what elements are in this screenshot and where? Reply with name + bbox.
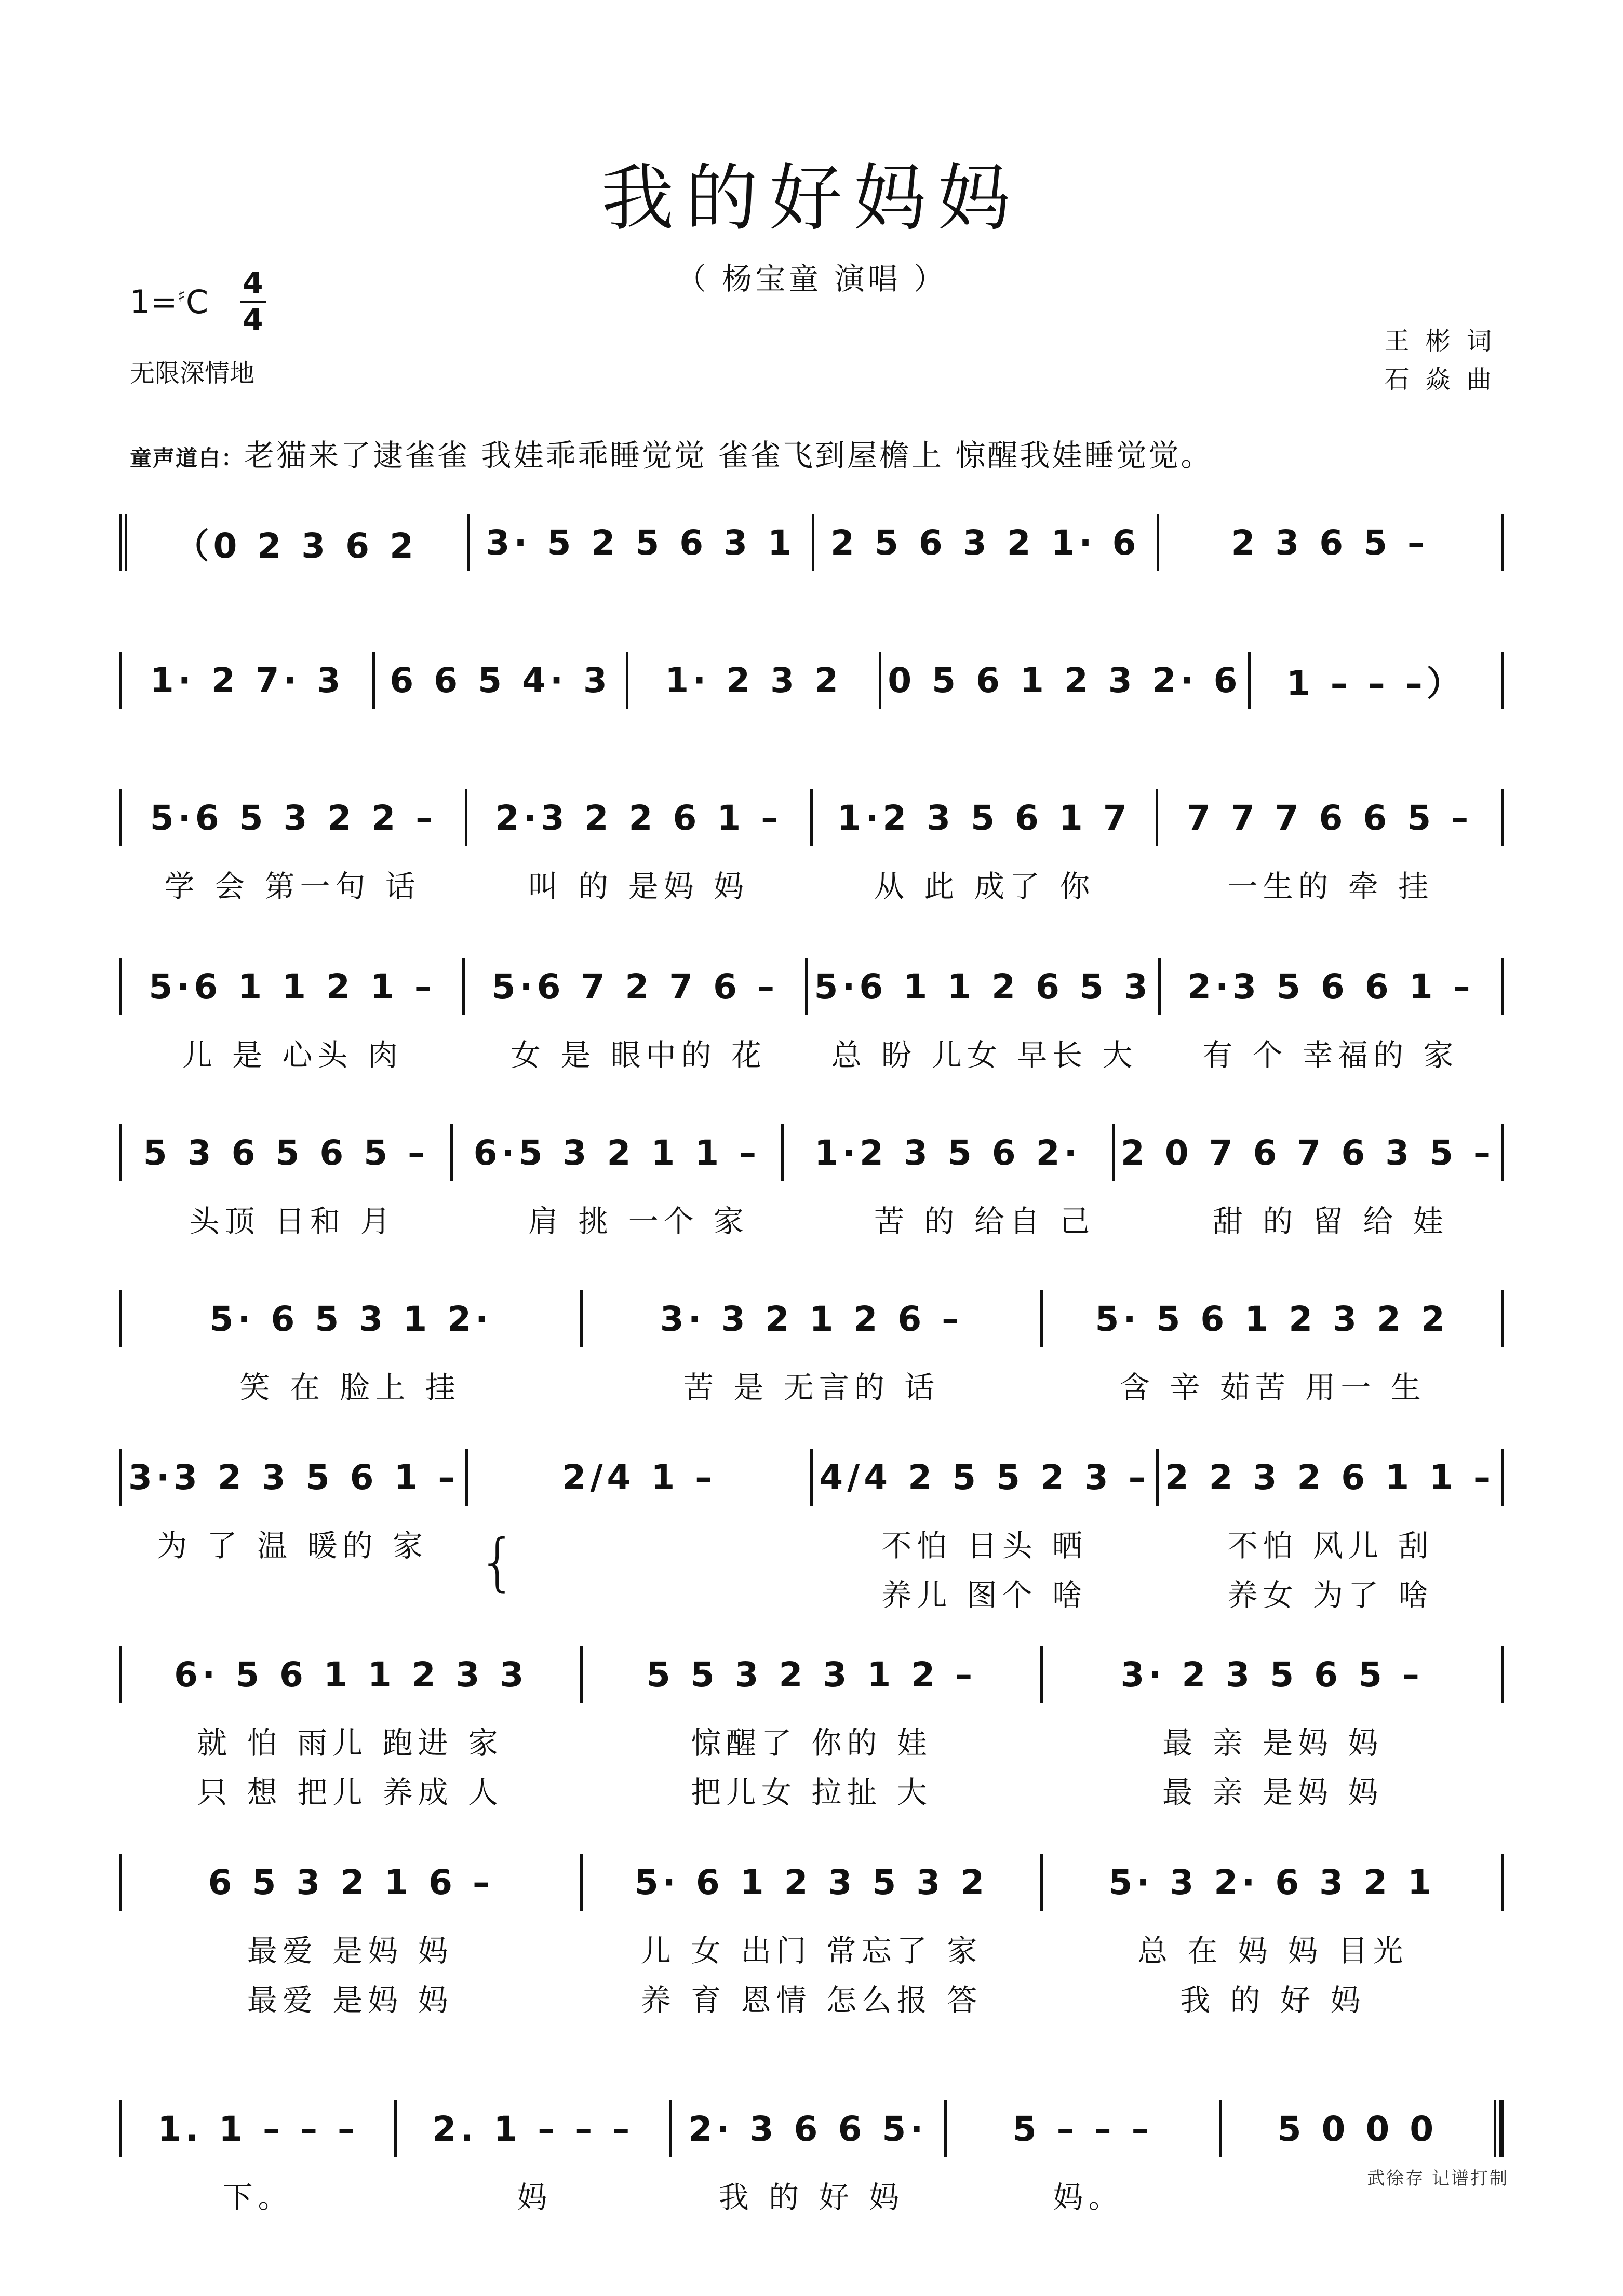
lyric-segment — [119, 862, 465, 906]
credits — [1384, 322, 1496, 399]
measure — [122, 2109, 394, 2149]
measure — [583, 1862, 1041, 1902]
measure-notes: 5·6 7 2 7 6 – — [491, 966, 779, 1007]
narration — [130, 431, 1213, 475]
measure-notes: 1·2 3 5 6 2· — [814, 1132, 1081, 1173]
lyrics-verse-1 — [119, 1521, 1504, 1565]
lyric-text: 妈 — [517, 2180, 553, 2215]
notes-row — [119, 652, 1504, 709]
lyricist: 王 彬 词 — [1384, 327, 1496, 356]
measure — [375, 660, 625, 700]
measure — [814, 523, 1157, 563]
lyric-text: 把儿女 拉扯 大 — [691, 1775, 932, 1810]
narration-text: 老猫来了逮雀雀 我娃乖乖睡觉觉 雀雀飞到屋檐上 惊醒我娃睡觉觉。 — [244, 438, 1213, 473]
measure — [583, 1655, 1041, 1695]
lyrics-verse-1 — [119, 2173, 1504, 2217]
lyric-segment — [812, 1571, 1158, 1614]
measure — [1159, 1457, 1501, 1497]
lyric-text: 最 亲 是妈 妈 — [1162, 1725, 1384, 1761]
measure — [1222, 2109, 1494, 2149]
measure — [1159, 523, 1501, 563]
lyric-text: 妈。 — [1053, 2180, 1124, 2215]
measure — [1043, 1299, 1501, 1339]
measure-notes: 1· 2 7· 3 — [150, 660, 345, 700]
measure-notes: 3· 2 3 5 6 5 – — [1120, 1654, 1424, 1695]
key-signature — [130, 283, 208, 321]
measure-notes: 3· 3 2 1 2 6 – — [660, 1299, 963, 1339]
final-barline — [1494, 2100, 1504, 2157]
lyric-text: 我 的 好 妈 — [1180, 1982, 1366, 2018]
lyric-text: 惊醒了 你的 娃 — [691, 1725, 932, 1761]
lyric-text: 为 了 温 暖的 家 — [157, 1528, 428, 1563]
lyrics-verse-1 — [119, 1197, 1504, 1240]
lyrics-verse-2 — [119, 1768, 1504, 1812]
lyric-text: 养 育 恩情 怎么报 答 — [640, 1982, 983, 2018]
measure-notes: 5 3 6 5 6 5 – — [143, 1132, 430, 1173]
narration-tag: 童声道白： — [130, 445, 245, 471]
measure — [784, 1133, 1112, 1173]
barline — [119, 514, 122, 571]
measure — [1043, 1655, 1501, 1695]
measure — [125, 518, 467, 568]
lyric-text: 最 亲 是妈 妈 — [1162, 1775, 1384, 1810]
measure-notes: 2/4 1 – — [562, 1457, 717, 1497]
barline — [1501, 1290, 1504, 1347]
lyric-segment — [1042, 1926, 1504, 1970]
lyrics-verse-1 — [119, 1363, 1504, 1407]
notes-row — [119, 1124, 1504, 1181]
measure-notes: 1. 1 – – – — [157, 2109, 359, 2149]
meter-bottom: 4 — [243, 303, 263, 337]
measure — [122, 1862, 580, 1902]
lyric-text: 最爱 是妈 妈 — [247, 1982, 453, 2018]
measure — [122, 1655, 580, 1695]
measure-notes: 5· 3 2· 6 3 2 1 — [1108, 1862, 1436, 1902]
measure — [122, 967, 462, 1007]
lyric-text: 最爱 是妈 妈 — [247, 1933, 453, 1968]
measure-notes: 2. 1 – – – — [432, 2109, 634, 2149]
barline — [1501, 1854, 1504, 1911]
lyric-segment — [581, 1768, 1042, 1812]
lyric-segment — [1042, 1719, 1504, 1762]
lyric-text: 叫 的 是妈 妈 — [528, 869, 749, 904]
measure — [672, 2109, 944, 2149]
lyric-segment — [119, 1768, 581, 1812]
lyric-text: 就 怕 雨儿 跑进 家 — [197, 1725, 504, 1761]
measure — [628, 660, 879, 700]
measure — [122, 1299, 580, 1339]
measure-notes: 6 6 5 4· 3 — [390, 660, 611, 700]
lyric-text: 不怕 风儿 刮 — [1227, 1528, 1434, 1563]
lyric-segment — [812, 1521, 1158, 1565]
measure — [122, 798, 465, 838]
lyric-text: 儿 女 出门 常忘了 家 — [640, 1933, 983, 1968]
lyric-text: 不怕 日头 晒 — [881, 1528, 1088, 1563]
barline — [1501, 789, 1504, 846]
measure-notes: 2 0 7 6 7 6 3 5 – — [1120, 1132, 1495, 1173]
measure — [947, 2109, 1219, 2149]
lyric-text: 苦 是 无言的 话 — [683, 1370, 940, 1405]
measure — [1115, 1133, 1501, 1173]
lyric-segment — [119, 2173, 396, 2217]
lyric-text: 女 是 眼中的 花 — [510, 1037, 767, 1073]
performer-line: （ 杨宝童 演唱 ） — [676, 261, 947, 296]
measure-notes: 2·3 2 2 6 1 – — [495, 798, 783, 838]
lyric-segment — [1158, 1031, 1504, 1074]
notes-row — [119, 1449, 1504, 1506]
measure — [1251, 656, 1501, 705]
lyric-text: 我 的 好 妈 — [718, 2180, 905, 2215]
measure-notes: 5· 6 1 2 3 5 3 2 — [634, 1862, 989, 1902]
measure-notes: 2 3 6 5 – — [1231, 522, 1429, 563]
tempo-marking: 无限深情地 — [130, 359, 255, 388]
lyric-text: 笑 在 脸上 挂 — [239, 1370, 461, 1405]
measure-notes: 5·6 1 1 2 1 – — [149, 966, 436, 1007]
measure-notes: 1· 2 3 2 — [665, 660, 842, 700]
lyric-segment — [119, 1926, 581, 1970]
time-signature — [240, 267, 266, 336]
lyric-text: 从 此 成了 你 — [874, 869, 1095, 904]
lyric-segment — [581, 1363, 1042, 1407]
measure-notes: 5· 5 6 1 2 3 2 2 — [1095, 1299, 1449, 1339]
measure — [813, 1457, 1156, 1497]
lyric-segment — [119, 1719, 581, 1762]
measure-notes: 6·5 3 2 1 1 – — [473, 1132, 761, 1173]
measure-notes: 1 – – –） — [1286, 663, 1465, 704]
measure — [813, 798, 1156, 838]
barline — [1501, 958, 1504, 1015]
measure-notes: 2 2 3 2 6 1 1 – — [1164, 1457, 1495, 1497]
notes-row — [119, 1854, 1504, 1911]
lyric-segment — [950, 2173, 1227, 2217]
measure-notes: 0 5 6 1 2 3 2· 6 — [888, 660, 1242, 700]
lyric-segment — [119, 1197, 465, 1240]
key-note: C — [185, 283, 209, 321]
measure-notes: 5 5 3 2 3 1 2 – — [646, 1654, 977, 1695]
notes-row — [119, 2100, 1504, 2157]
lyric-text: 头顶 日和 月 — [189, 1204, 396, 1239]
lyric-segment — [465, 862, 811, 906]
measure-notes: 3· 5 2 5 6 3 1 — [486, 522, 796, 563]
verse-brace: { — [478, 1527, 518, 1599]
lyrics-verse-1 — [119, 1719, 1504, 1762]
measure-notes: 5· 6 5 3 1 2· — [209, 1299, 493, 1339]
barline — [1501, 1124, 1504, 1181]
lyric-text: 学 会 第一句 话 — [164, 869, 421, 904]
lyric-segment — [119, 1571, 465, 1614]
notes-row — [119, 514, 1504, 571]
measure — [467, 798, 810, 838]
lyric-text: 儿 是 心头 肉 — [182, 1037, 403, 1073]
lyrics-verse-1 — [119, 1031, 1504, 1074]
measure — [453, 1133, 781, 1173]
lyric-segment — [673, 2173, 950, 2217]
notes-row — [119, 958, 1504, 1015]
lyric-text: 苦 的 给自 己 — [874, 1204, 1095, 1239]
barline — [1501, 1449, 1504, 1506]
measure — [881, 660, 1248, 700]
composer: 石 焱 曲 — [1384, 365, 1496, 394]
lyric-segment — [1042, 1976, 1504, 2019]
measure — [1161, 967, 1501, 1007]
lyric-text: 含 辛 茹苦 用一 生 — [1119, 1370, 1426, 1405]
measure-notes: 5 0 0 0 — [1277, 2109, 1438, 2149]
measure — [465, 967, 805, 1007]
measure — [583, 1299, 1041, 1339]
measure — [1043, 1862, 1501, 1902]
measure-notes: 4/4 2 5 5 2 3 – — [819, 1457, 1150, 1497]
measure-notes: 5·6 5 3 2 2 – — [150, 798, 437, 838]
lyric-text: 养女 为了 啥 — [1227, 1577, 1434, 1613]
measure — [122, 1457, 465, 1497]
measure — [808, 967, 1158, 1007]
lyric-segment — [119, 1363, 581, 1407]
lyric-segment — [1042, 1768, 1504, 1812]
measure — [1158, 798, 1501, 838]
lyric-segment — [396, 2173, 673, 2217]
meter-top: 4 — [243, 266, 263, 300]
lyric-text: 总 在 妈 妈 目光 — [1137, 1933, 1409, 1968]
lyrics-verse-1 — [119, 862, 1504, 906]
lyric-segment — [465, 1197, 811, 1240]
barline — [1501, 514, 1504, 571]
sharp-sign: ♯ — [177, 286, 186, 307]
lyric-segment — [812, 1031, 1158, 1074]
lyric-segment — [812, 862, 1158, 906]
lyric-text: 养儿 图个 啥 — [881, 1577, 1088, 1613]
measure-notes: 2· 3 6 6 5· — [688, 2109, 928, 2149]
lyric-segment — [1042, 1363, 1504, 1407]
measure — [470, 523, 812, 563]
lyric-segment — [1158, 1197, 1504, 1240]
lyric-segment — [1158, 1571, 1504, 1614]
lyric-segment — [119, 1976, 581, 2019]
song-title: 我的好妈妈 — [601, 156, 1022, 241]
lyrics-verse-2 — [119, 1571, 1504, 1614]
lyric-segment — [581, 1926, 1042, 1970]
measure-notes: （0 2 3 6 2 — [175, 525, 418, 566]
measure-notes: 6 5 3 2 1 6 – — [208, 1862, 494, 1902]
measure-notes: 2 5 6 3 2 1· 6 — [830, 522, 1141, 563]
measure-notes: 5 – – – — [1012, 2109, 1153, 2149]
lyric-text: 肩 挑 一个 家 — [528, 1204, 749, 1239]
measure-notes: 2·3 5 6 6 1 – — [1187, 966, 1474, 1007]
barline — [1501, 1646, 1504, 1703]
measure-notes: 7 7 7 6 6 5 – — [1186, 798, 1473, 838]
notes-row — [119, 789, 1504, 846]
lyrics-verse-2 — [119, 1976, 1504, 2019]
lyric-segment — [581, 1719, 1042, 1762]
lyrics-verse-1 — [119, 1926, 1504, 1970]
lyric-text: 下。 — [222, 2180, 293, 2215]
measure-notes: 3·3 2 3 5 6 1 – — [128, 1457, 460, 1497]
lyric-segment — [119, 1521, 465, 1565]
measure — [397, 2109, 669, 2149]
lyric-segment — [119, 1031, 465, 1074]
lyric-segment — [812, 1197, 1158, 1240]
lyric-segment — [581, 1976, 1042, 2019]
key-prefix: 1= — [130, 283, 178, 321]
lyric-text: 只 想 把儿 养成 人 — [197, 1775, 504, 1810]
measure-notes: 6· 5 6 1 1 2 3 3 — [174, 1654, 528, 1695]
engraver-credit: 武徐存 记谱打制 — [1367, 2168, 1509, 2189]
measure — [122, 1133, 450, 1173]
notes-row — [119, 1290, 1504, 1347]
lyric-text: 总 盼 儿女 早长 大 — [831, 1037, 1138, 1073]
measure — [468, 1457, 810, 1497]
lyric-text: 甜 的 留 给 娃 — [1213, 1204, 1448, 1239]
notes-row — [119, 1646, 1504, 1703]
lyric-text: 一生的 牵 挂 — [1227, 869, 1434, 904]
barline — [1501, 652, 1504, 709]
lyric-segment — [465, 1031, 811, 1074]
measure — [122, 660, 372, 700]
measure-notes: 5·6 1 1 2 6 5 3 — [814, 966, 1152, 1007]
measure-notes: 1·2 3 5 6 1 7 — [837, 798, 1131, 838]
lyric-text: 有 个 幸福的 家 — [1202, 1037, 1459, 1073]
lyric-segment — [1158, 1521, 1504, 1565]
lyric-segment — [1158, 862, 1504, 906]
